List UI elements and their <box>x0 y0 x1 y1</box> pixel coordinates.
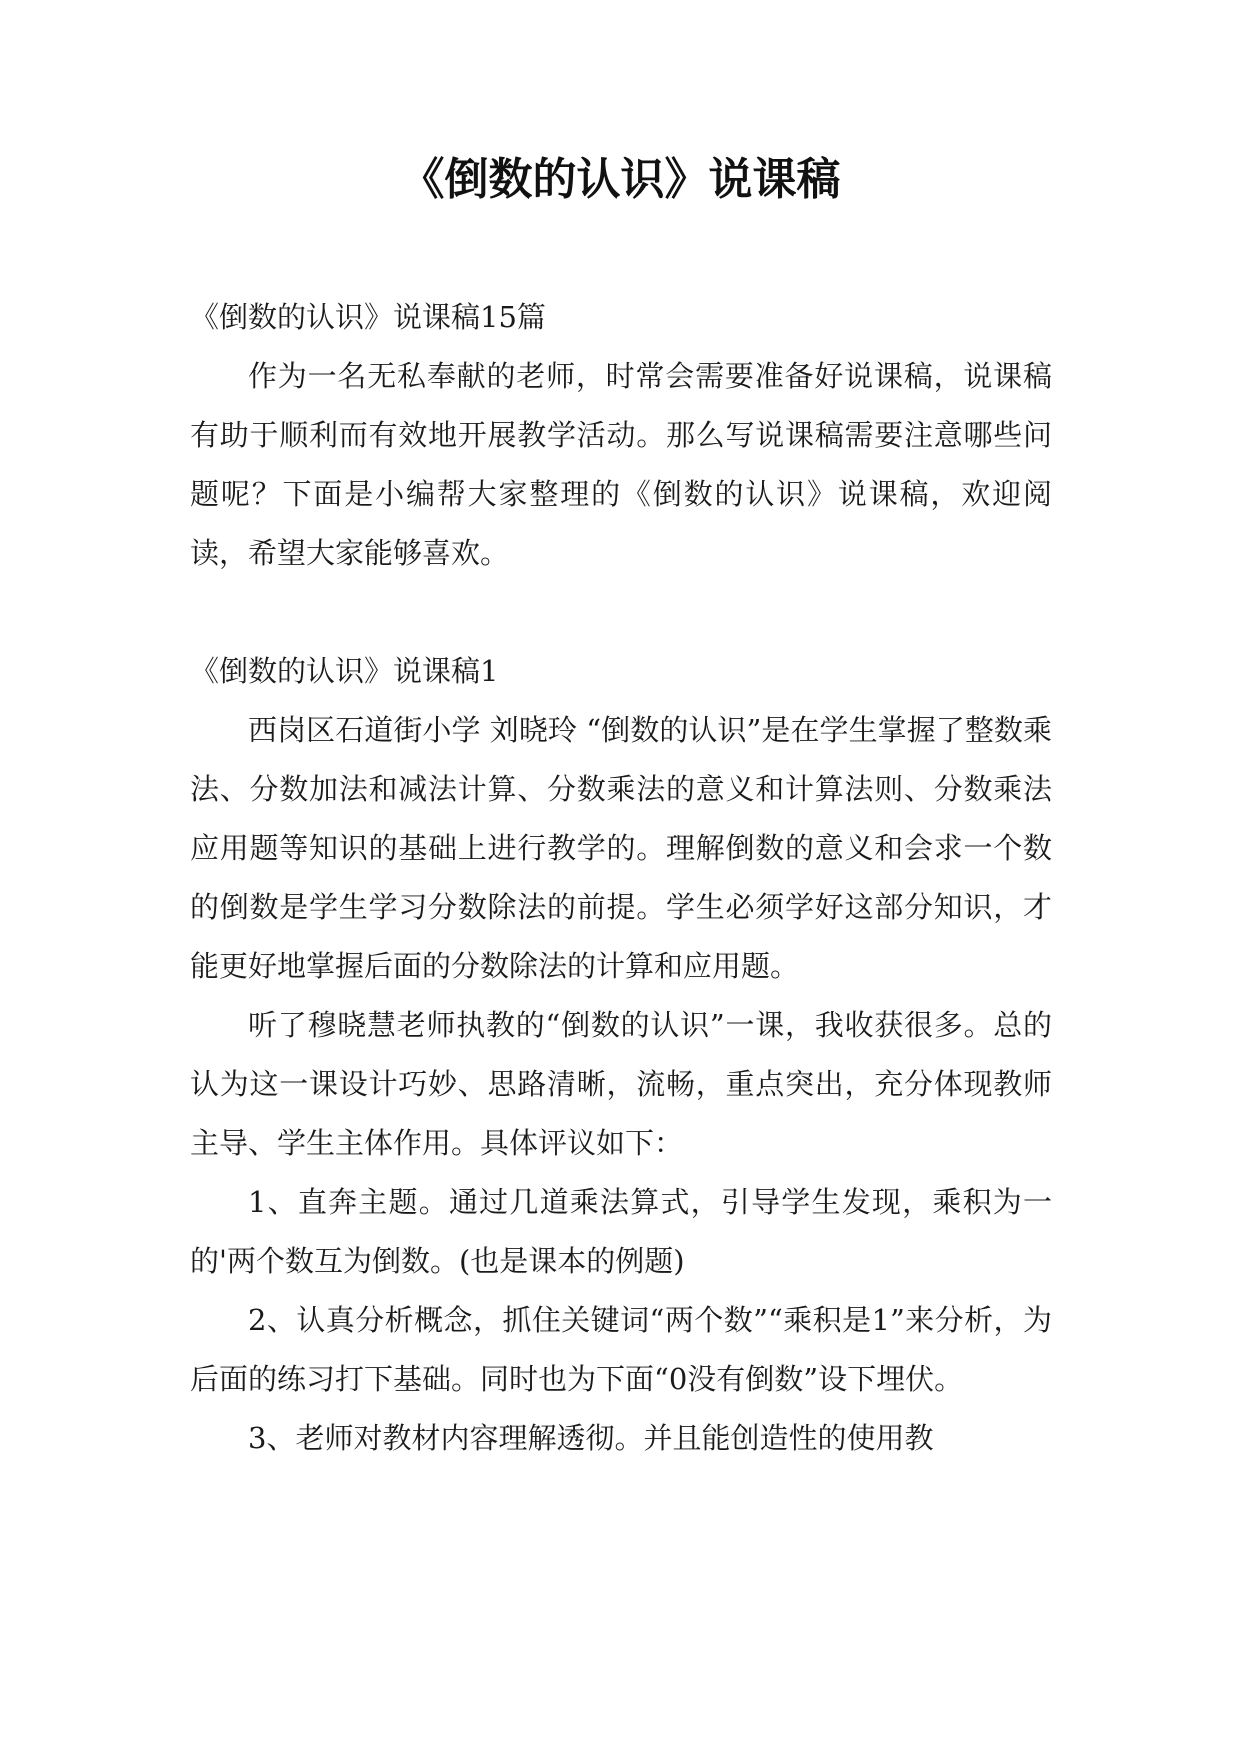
document-body <box>190 288 1052 1468</box>
body-paragraph: 听了穆晓慧老师执教的“倒数的认识”一课，我收获很多。总的认为这一课设计巧妙、思路清晰，流畅，重点突出，充分体现教师主导、学生主体作用。具体评议如下： <box>190 1008 1052 1160</box>
body-paragraph: 3、老师对教材内容理解透彻。并且能创造性的使用教 <box>248 1421 934 1455</box>
section-heading: 《倒数的认识》说课稿1 <box>190 654 499 688</box>
body-paragraph: 1、直奔主题。通过几道乘法算式，引导学生发现，乘积为一的'两个数互为倒数。(也是课本的例题) <box>190 1185 1052 1278</box>
document-subtitle: 《倒数的认识》说课稿15篇 <box>190 300 546 334</box>
intro-paragraph: 作为一名无私奉献的老师，时常会需要准备好说课稿，说课稿有助于顺利而有效地开展教学活动。那么写说课稿需要注意哪些问题呢？下面是小编帮大家整理的《倒数的认识》说课稿，欢迎阅读，希望大家能够喜欢。 <box>190 359 1052 570</box>
document-title: 《倒数的认识》说课稿 <box>400 154 841 205</box>
body-paragraph: 2、认真分析概念，抓住关键词“两个数”“乘积是1”来分析，为后面的练习打下基础。同时也为下面“0没有倒数”设下埋伏。 <box>190 1303 1052 1396</box>
section-spacer <box>190 583 1052 642</box>
body-paragraph: 西岗区石道街小学 刘晓玲 “倒数的认识”是在学生掌握了整数乘法、分数加法和减法计算、分数乘法的意义和计算法则、分数乘法应用题等知识的基础上进行教学的。理解倒数的意义和会求一个数的倒数是学生学习分数除法的前提。学生必须学好这部分知识，才能更好地掌握后面的分数除法的计算和应用题。 <box>190 713 1052 983</box>
